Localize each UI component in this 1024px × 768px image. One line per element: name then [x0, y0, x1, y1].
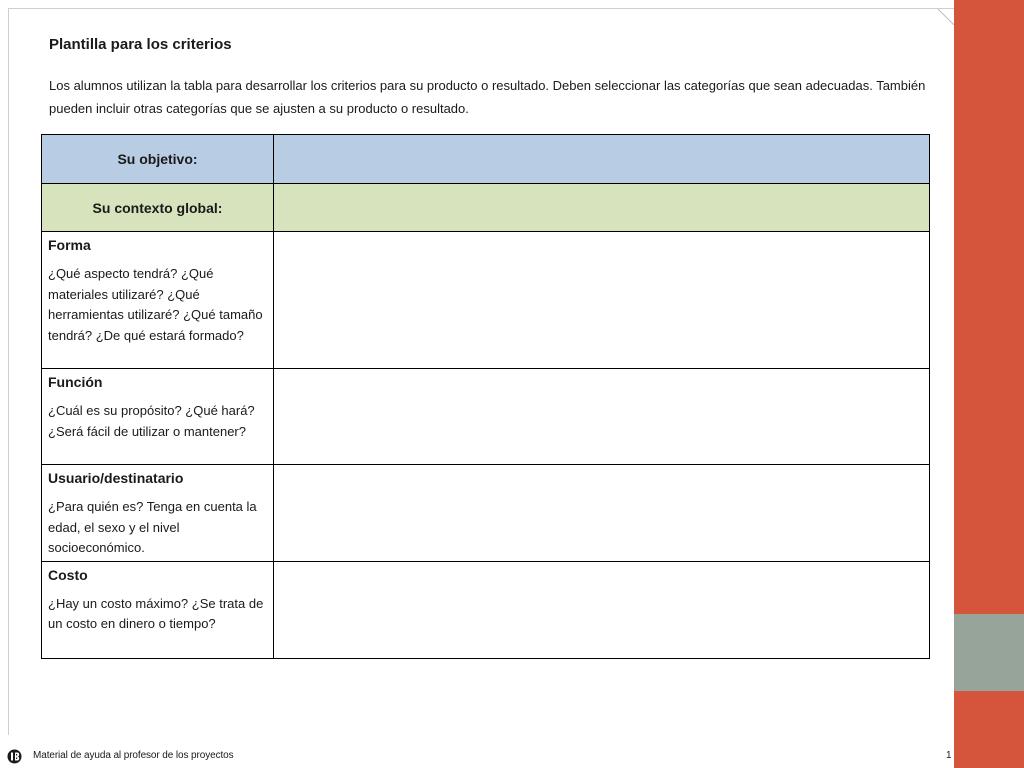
document-page: [8, 8, 954, 735]
criteria-prompt: ¿Qué aspecto tendrá? ¿Qué materiales utilizaré? ¿Qué herramientas utilizaré? ¿Qué tamaño tendrá? ¿De qué estará formado?: [48, 266, 263, 343]
page-fold-icon: [938, 9, 954, 25]
criteria-value-cell[interactable]: [274, 465, 930, 562]
criteria-label-cell: [42, 369, 274, 465]
sidebar-accent-bottom: [954, 691, 1024, 768]
criteria-row-forma: [42, 232, 930, 369]
objective-label: Su objetivo:: [42, 135, 274, 184]
sidebar-accent-top: [954, 0, 1024, 614]
footer-text: Material de ayuda al profesor de los proyectos: [33, 750, 234, 761]
criteria-row-funcion: [42, 369, 930, 465]
criteria-prompt: ¿Para quién es? Tenga en cuenta la edad, el sexo y el nivel socioeconómico.: [48, 499, 257, 555]
criteria-label-cell: [42, 561, 274, 658]
ib-logo-icon: [7, 749, 22, 764]
criteria-prompt: ¿Cuál es su propósito? ¿Qué hará? ¿Será fácil de utilizar o mantener?: [48, 403, 255, 439]
criteria-title: Forma: [48, 237, 91, 253]
context-label: Su contexto global:: [42, 184, 274, 232]
context-row: [42, 184, 930, 232]
criteria-value-cell[interactable]: [274, 232, 930, 369]
criteria-table: [41, 134, 930, 659]
criteria-label-cell: [42, 465, 274, 562]
criteria-title: Función: [48, 374, 103, 390]
criteria-value-cell[interactable]: [274, 369, 930, 465]
document-title: Plantilla para los criterios: [49, 36, 232, 53]
criteria-row-costo: [42, 561, 930, 658]
criteria-row-usuario: [42, 465, 930, 562]
criteria-title: Costo: [48, 566, 88, 583]
page-number: 1: [946, 750, 952, 761]
objective-row: [42, 135, 930, 184]
objective-value-cell[interactable]: [274, 135, 930, 184]
criteria-prompt: ¿Hay un costo máximo? ¿Se trata de un costo en dinero o tiempo?: [48, 595, 264, 631]
criteria-title: Usuario/destinatario: [48, 470, 184, 486]
sidebar-accent-middle: [954, 614, 1024, 691]
document-intro: Los alumnos utilizan la tabla para desarrollar los criterios para su producto o resultado. Deben seleccionar las categorías que sean adecuadas. También pueden incluir otras categorías que se ajusten a su producto o resultado.: [49, 78, 926, 116]
criteria-label-cell: [42, 232, 274, 369]
context-value-cell[interactable]: [274, 184, 930, 232]
criteria-value-cell[interactable]: [274, 561, 930, 658]
